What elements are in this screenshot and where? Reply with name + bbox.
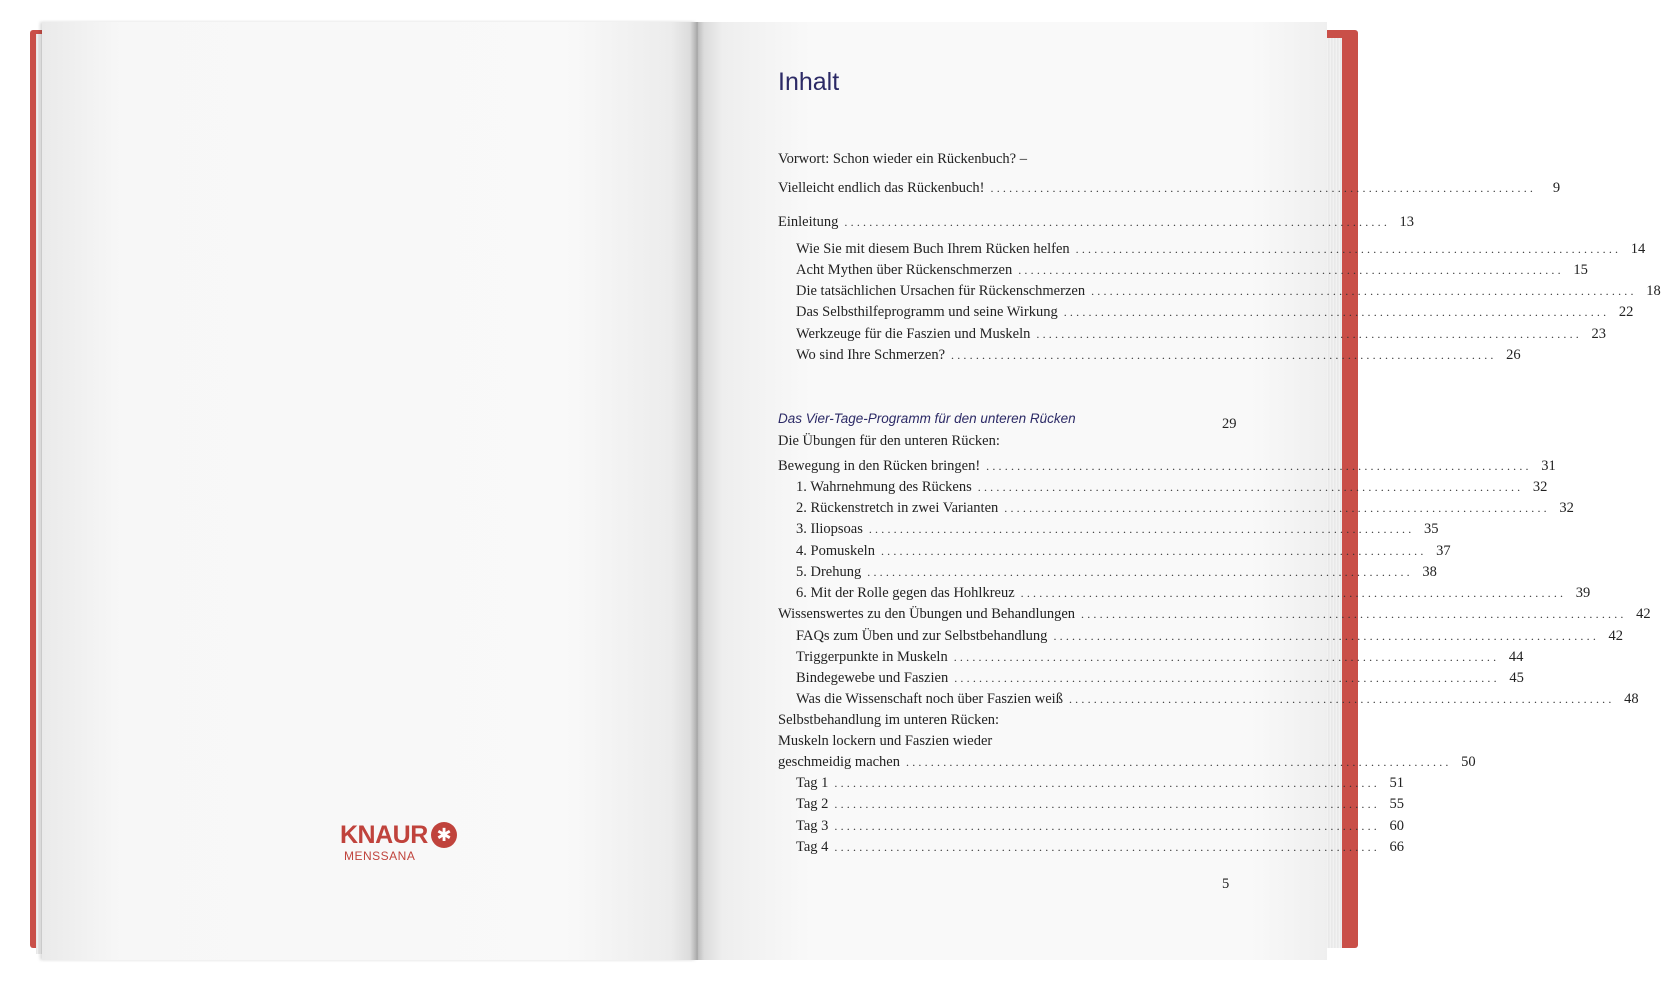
toc-uebungen-line1: Die Übungen für den unteren Rücken: (778, 433, 1000, 449)
toc-dot-leader: ........................................................................................ (834, 776, 1381, 790)
toc-dot-leader: ........................................................................................ (986, 459, 1532, 473)
toc-entry-page: 60 (1389, 818, 1405, 834)
toc-einleitung (778, 213, 1415, 231)
toc-entry-page: 51 (1389, 775, 1405, 791)
toc-selbst-line2: Muskeln lockern und Faszien wieder (778, 733, 993, 749)
toc-dot-leader: ........................................................................................ (954, 671, 1500, 685)
toc-entry-label: Tag 4 (796, 839, 829, 855)
toc-dot-leader: ........................................................................................ (1075, 242, 1622, 256)
toc-dot-leader: ........................................................................................ (1018, 263, 1564, 277)
toc-entry-label: Werkzeuge für die Faszien und Muskeln (796, 326, 1031, 342)
toc-dot-leader: ........................................................................................ (1004, 501, 1550, 515)
toc-entry (796, 282, 1661, 300)
toc-entry-label: 4. Pomuskeln (796, 543, 875, 559)
toc-entry-page: 14 (1630, 241, 1646, 257)
toc-dot-leader: ........................................................................................ (951, 348, 1497, 362)
toc-entry-label: Wie Sie mit diesem Buch Ihrem Rücken helfen (796, 241, 1070, 257)
toc-entry-label: Tag 3 (796, 818, 829, 834)
toc-selbst-entry (778, 753, 1476, 771)
toc-entry-page: 44 (1508, 649, 1524, 665)
toc-dot-leader: ........................................................................................ (880, 544, 1427, 558)
toc-entry (796, 627, 1624, 645)
toc-entry-page: 42 (1608, 628, 1624, 644)
toc-dot-leader: ........................................................................................ (834, 797, 1381, 811)
toc-entry (796, 303, 1634, 321)
toc-entry-page: 55 (1389, 796, 1405, 812)
toc-entry (796, 478, 1548, 496)
toc-entry-page: 23 (1591, 326, 1606, 342)
toc-section-page: 29 (1222, 416, 1237, 432)
toc-uebungen-entry (778, 457, 1556, 475)
toc-entry-page: 15 (1573, 262, 1588, 278)
star-icon: ✱ (431, 822, 457, 848)
toc-dot-leader: ........................................................................................ (990, 181, 1537, 195)
publisher-logo (340, 822, 457, 863)
toc-entry (796, 520, 1439, 538)
toc-entry-label: geschmeidig machen (778, 754, 900, 770)
toc-entry-page: 66 (1389, 839, 1405, 855)
toc-entry-page: 22 (1618, 304, 1634, 320)
toc-entry-label: Wo sind Ihre Schmerzen? (796, 347, 946, 363)
toc-entry-label: 5. Drehung (796, 564, 862, 580)
toc-dot-leader: ........................................................................................ (867, 565, 1413, 579)
toc-title: Inhalt (778, 68, 840, 96)
toc-entry (796, 690, 1639, 708)
toc-entry (796, 774, 1405, 792)
toc-vorwort-entry (778, 179, 1561, 197)
toc-entry-label: Wissenswertes zu den Übungen und Behandlungen (778, 606, 1076, 622)
toc-dot-leader: ........................................................................................ (1020, 586, 1567, 600)
left-page (42, 22, 697, 960)
toc-dot-leader: ........................................................................................ (1053, 629, 1600, 643)
toc-dot-leader: ........................................................................................ (834, 840, 1381, 854)
toc-entry-page: 9 (1552, 180, 1561, 196)
toc-entry-label: Acht Mythen über Rückenschmerzen (796, 262, 1013, 278)
toc-entry (796, 542, 1451, 560)
toc-entry-label: Vielleicht endlich das Rückenbuch! (778, 180, 985, 196)
toc-entry-page: 31 (1541, 458, 1556, 474)
toc-entry-label: Triggerpunkte in Muskeln (796, 649, 948, 665)
toc-entry (796, 563, 1437, 581)
toc-entry-page: 32 (1559, 500, 1574, 516)
toc-dot-leader: ........................................................................................ (953, 650, 1500, 664)
toc-entry-label: Die tatsächlichen Ursachen für Rückenschmerzen (796, 283, 1086, 299)
toc-wissenswertes (778, 605, 1651, 623)
toc-entry-page: 13 (1399, 214, 1415, 230)
book-gutter (690, 22, 704, 960)
toc-dot-leader: ........................................................................................ (1063, 305, 1610, 319)
toc-entry-label: Bindegewebe und Faszien (796, 670, 949, 686)
toc-dot-leader: ........................................................................................ (1091, 284, 1637, 298)
toc-entry-page: 39 (1575, 585, 1591, 601)
toc-entry-label: 1. Wahrnehmung des Rückens (796, 479, 972, 495)
toc-dot-leader: ........................................................................................ (1036, 327, 1582, 341)
toc-entry-page: 50 (1461, 754, 1476, 770)
toc-entry (796, 817, 1405, 835)
toc-entry (796, 584, 1591, 602)
toc-section-heading: Das Vier-Tage-Programm für den unteren Rücken (778, 411, 1076, 426)
toc-entry-label: Tag 2 (796, 796, 829, 812)
toc-entry (796, 346, 1521, 364)
toc-entry-label: Das Selbsthilfeprogramm und seine Wirkung (796, 304, 1058, 320)
page-number: 5 (1222, 876, 1230, 892)
toc-entry-page: 18 (1646, 283, 1661, 299)
toc-entry (796, 325, 1606, 343)
toc-entry (796, 648, 1524, 666)
toc-entry-page: 45 (1509, 670, 1524, 686)
toc-entry-label: Tag 1 (796, 775, 829, 791)
toc-dot-leader: ........................................................................................ (977, 480, 1524, 494)
toc-entry-label: Was die Wissenschaft noch über Faszien weiß (796, 691, 1063, 707)
toc-entry-page: 32 (1532, 479, 1548, 495)
toc-dot-leader: ........................................................................................ (906, 755, 1452, 769)
toc-entry-label: Einleitung (778, 214, 839, 230)
toc-entry-label: 3. Iliopsoas (796, 521, 863, 537)
logo-wordmark (340, 822, 457, 848)
toc-entry (796, 838, 1405, 856)
toc-entry-page: 35 (1423, 521, 1439, 537)
toc-entry (796, 499, 1574, 517)
toc-entry (796, 669, 1524, 687)
toc-entry-page: 48 (1624, 691, 1639, 707)
toc-entry (796, 795, 1405, 813)
toc-dot-leader: ........................................................................................ (1068, 692, 1615, 706)
toc-entry-page: 26 (1506, 347, 1521, 363)
toc-vorwort-line1: Vorwort: Schon wieder ein Rückenbuch? – (778, 151, 1027, 167)
toc-entry (796, 261, 1588, 279)
logo-subtext: MENSSANA (344, 849, 416, 863)
toc-entry-label: Bewegung in den Rücken bringen! (778, 458, 981, 474)
logo-main-text: KNAUR (340, 821, 428, 849)
toc-entry-label: 2. Rückenstretch in zwei Varianten (796, 500, 999, 516)
toc-dot-leader: ........................................................................................ (868, 522, 1415, 536)
toc-selbst-line1: Selbstbehandlung im unteren Rücken: (778, 712, 1000, 728)
toc-dot-leader: ........................................................................................ (1081, 607, 1627, 621)
toc-entry-label: FAQs zum Üben und zur Selbstbehandlung (796, 628, 1048, 644)
toc-entry-label: 6. Mit der Rolle gegen das Hohlkreuz (796, 585, 1015, 601)
toc-entry-page: 38 (1422, 564, 1437, 580)
toc-entry (796, 240, 1646, 258)
toc-dot-leader: ........................................................................................ (834, 819, 1381, 833)
toc-entry-page: 42 (1636, 606, 1651, 622)
toc-dot-leader: ........................................................................................ (844, 215, 1391, 229)
toc-entry-page: 37 (1436, 543, 1451, 559)
